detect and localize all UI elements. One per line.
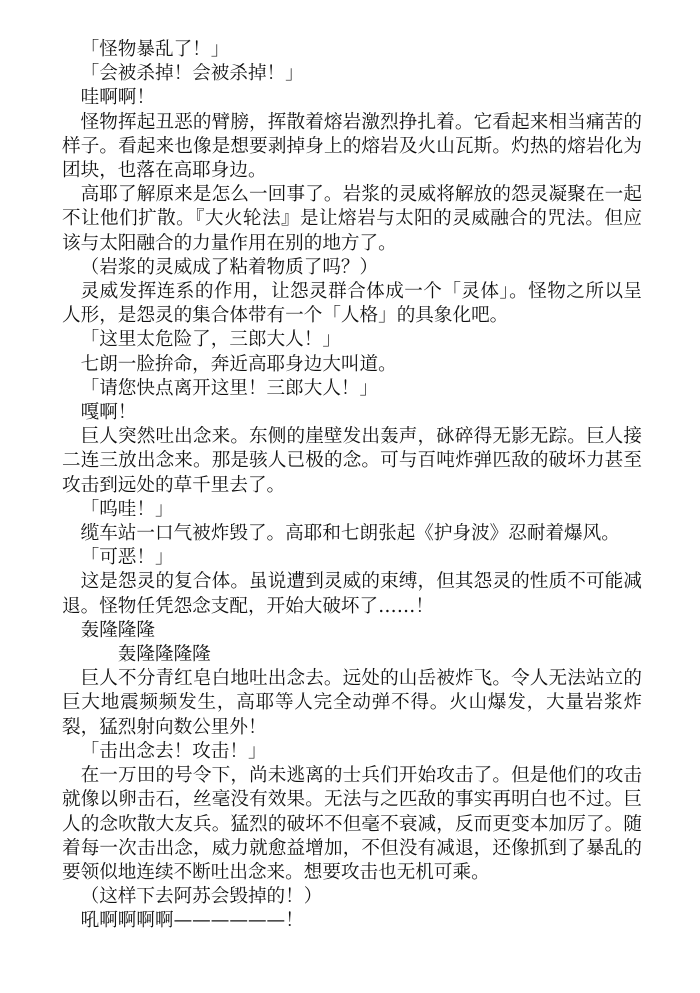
- narration-paragraph: 缆车站一口气被炸毁了。高耶和七朗张起《护身波》忍耐着爆风。: [80, 523, 620, 545]
- dialogue-line: 「这里太危险了，三郎大人！」: [80, 329, 341, 351]
- dialogue-line: 「怪物暴乱了！」: [80, 39, 230, 60]
- sound-effect-line: 轰隆隆隆: [80, 619, 155, 641]
- dialogue-line: 「击出念去！攻击！」: [80, 740, 267, 762]
- narration-paragraph: 灵威发挥连系的作用，让怨灵群合体成一个「灵体」。怪物之所以呈人形，是怨灵的集合体带有一个「人格」的具象化吧。: [62, 281, 642, 327]
- sound-effect-line: 嘎啊！: [80, 402, 137, 424]
- dialogue-line: 「会被杀掉！会被杀掉！」: [80, 63, 304, 85]
- sound-effect-line: 哇啊啊！: [80, 87, 155, 109]
- narration-paragraph: 这是怨灵的复合体。虽说遭到灵威的束缚，但其怨灵的性质不可能减退。怪物任凭怨念支配，开始大破坏了……！: [62, 571, 642, 617]
- dialogue-line: 「请您快点离开这里！三郎大人！」: [80, 377, 379, 399]
- narration-paragraph: 高耶了解原来是怎么一回事了。岩浆的灵威将解放的怨灵凝聚在一起不让他们扩散。『大火轮法』是让熔岩与太阳的灵威融合的咒法。但应该与太阳融合的力量作用在别的地方了。: [62, 184, 642, 254]
- narration-paragraph: 在一万田的号令下，尚未逃离的士兵们开始攻击了。但是他们的攻击就像以卵击石，丝毫没有效果。无法与之匹敌的事实再明白也不过。巨人的念吹散大友兵。猛烈的破坏不但毫不衰减，反而更变本加厉了。随着每一次击出念，威力就愈益增加，不但没有减退，还像抓到了暴乱的要领似地连续不断吐出念来。想要攻击也无机可乘。: [62, 765, 642, 883]
- dialogue-line: 「可恶！」: [80, 547, 174, 569]
- thought-line: （岩浆的灵威成了粘着物质了吗？）: [80, 256, 379, 278]
- narration-paragraph: 巨人突然吐出念来。东侧的崖壁发出轰声，砯碎得无影无踪。巨人接二连三放出念来。那是骇人已极的念。可与百吨炸弹匹敌的破坏力甚至攻击到远处的草千里去了。: [62, 426, 642, 496]
- narration-paragraph: 七朗一脸拚命，奔近高耶身边大叫道。: [80, 353, 397, 375]
- sound-effect-line: 轰隆隆隆隆: [117, 644, 211, 666]
- narration-paragraph: 巨人不分青红皂白地吐出念去。远处的山岳被炸飞。令人无法站立的巨大地震频频发生，高耶等人完全动弹不得。火山爆发，大量岩浆炸裂，猛烈射向数公里外！: [62, 668, 642, 738]
- thought-line: （这样下去阿苏会毁掉的！）: [80, 886, 323, 908]
- document-body: [62, 38, 642, 934]
- sound-effect-line: 吼啊啊啊啊——————！: [80, 910, 304, 932]
- narration-paragraph: 怪物挥起丑恶的臂膀，挥散着熔岩激烈挣扎着。它看起来相当痛苦的样子。看起来也像是想要剥掉身上的熔岩及火山瓦斯。灼热的熔岩化为团块，也落在高耶身边。: [62, 111, 642, 182]
- dialogue-line: 「呜哇！」: [80, 498, 174, 520]
